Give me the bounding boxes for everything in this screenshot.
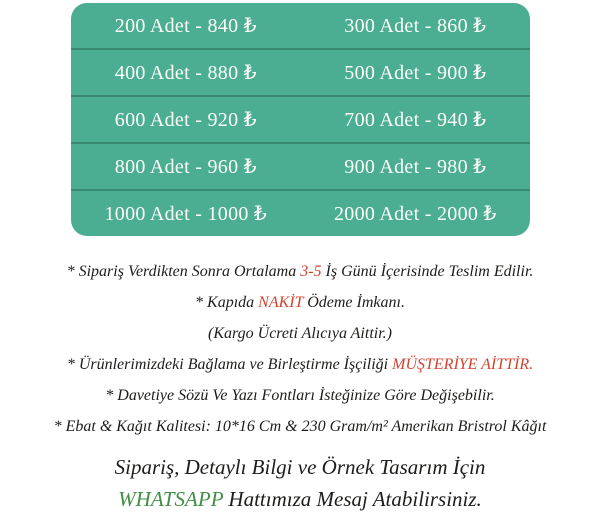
- price-cell-left: 200 Adet - 840 ₺: [114, 15, 257, 37]
- note-highlight: NAKİT: [258, 294, 304, 311]
- price-row: [71, 142, 530, 189]
- price-cell-right: 500 Adet - 900 ₺: [344, 62, 487, 84]
- price-row: [71, 95, 530, 142]
- price-row: [71, 189, 530, 236]
- note-line-fonts: [0, 380, 600, 411]
- note-text: * Ebat & Kağıt Kalitesi: 10*16 Cm & 230 Gram/m² Amerikan Bristrol Kâğıt: [53, 418, 547, 435]
- price-cell-left: 1000 Adet - 1000 ₺: [104, 203, 268, 225]
- footer-text: Hattımıza Mesaj Atabilirsiniz.: [223, 487, 482, 511]
- price-row: [71, 3, 530, 48]
- note-line-payment: [0, 287, 600, 318]
- note-line-delivery: [0, 256, 600, 287]
- note-highlight: MÜŞTERİYE AİTTİR.: [392, 356, 534, 373]
- note-text: * Kapıda: [195, 294, 259, 311]
- price-cell-right: 700 Adet - 940 ₺: [344, 109, 487, 131]
- note-line-assembly: [0, 349, 600, 380]
- note-text: * Sipariş Verdikten Sonra Ortalama: [66, 263, 301, 280]
- footer-section: [0, 451, 600, 515]
- note-text: (Kargo Ücreti Alıcıya Aittir.): [208, 325, 392, 342]
- price-table: [71, 3, 530, 236]
- note-text: İş Günü İçerisinde Teslim Edilir.: [321, 263, 534, 280]
- note-line-shipping: [0, 318, 600, 349]
- notes-section: [0, 256, 600, 442]
- price-cell-left: 600 Adet - 920 ₺: [114, 109, 257, 131]
- note-text: Ödeme İmkanı.: [303, 294, 405, 311]
- note-text: * Davetiye Sözü Ve Yazı Fontları İsteğinize Göre Değişebilir.: [105, 387, 495, 404]
- price-cell-right: 2000 Adet - 2000 ₺: [333, 203, 497, 225]
- price-cell-left: 400 Adet - 880 ₺: [114, 62, 257, 84]
- price-cell-right: 300 Adet - 860 ₺: [344, 15, 487, 37]
- price-cell-right: 900 Adet - 980 ₺: [344, 156, 487, 178]
- footer-line-info: Sipariş, Detaylı Bilgi ve Örnek Tasarım İçin: [114, 455, 486, 479]
- note-text: * Ürünlerimizdeki Bağlama ve Birleştirme İşçiliği: [66, 356, 393, 373]
- price-cell-left: 800 Adet - 960 ₺: [114, 156, 257, 178]
- footer-line-whatsapp: [0, 483, 600, 515]
- note-highlight: 3-5: [300, 263, 322, 280]
- price-row: [71, 48, 530, 95]
- whatsapp-label: WHATSAPP: [118, 487, 224, 511]
- note-line-paper: [0, 411, 600, 442]
